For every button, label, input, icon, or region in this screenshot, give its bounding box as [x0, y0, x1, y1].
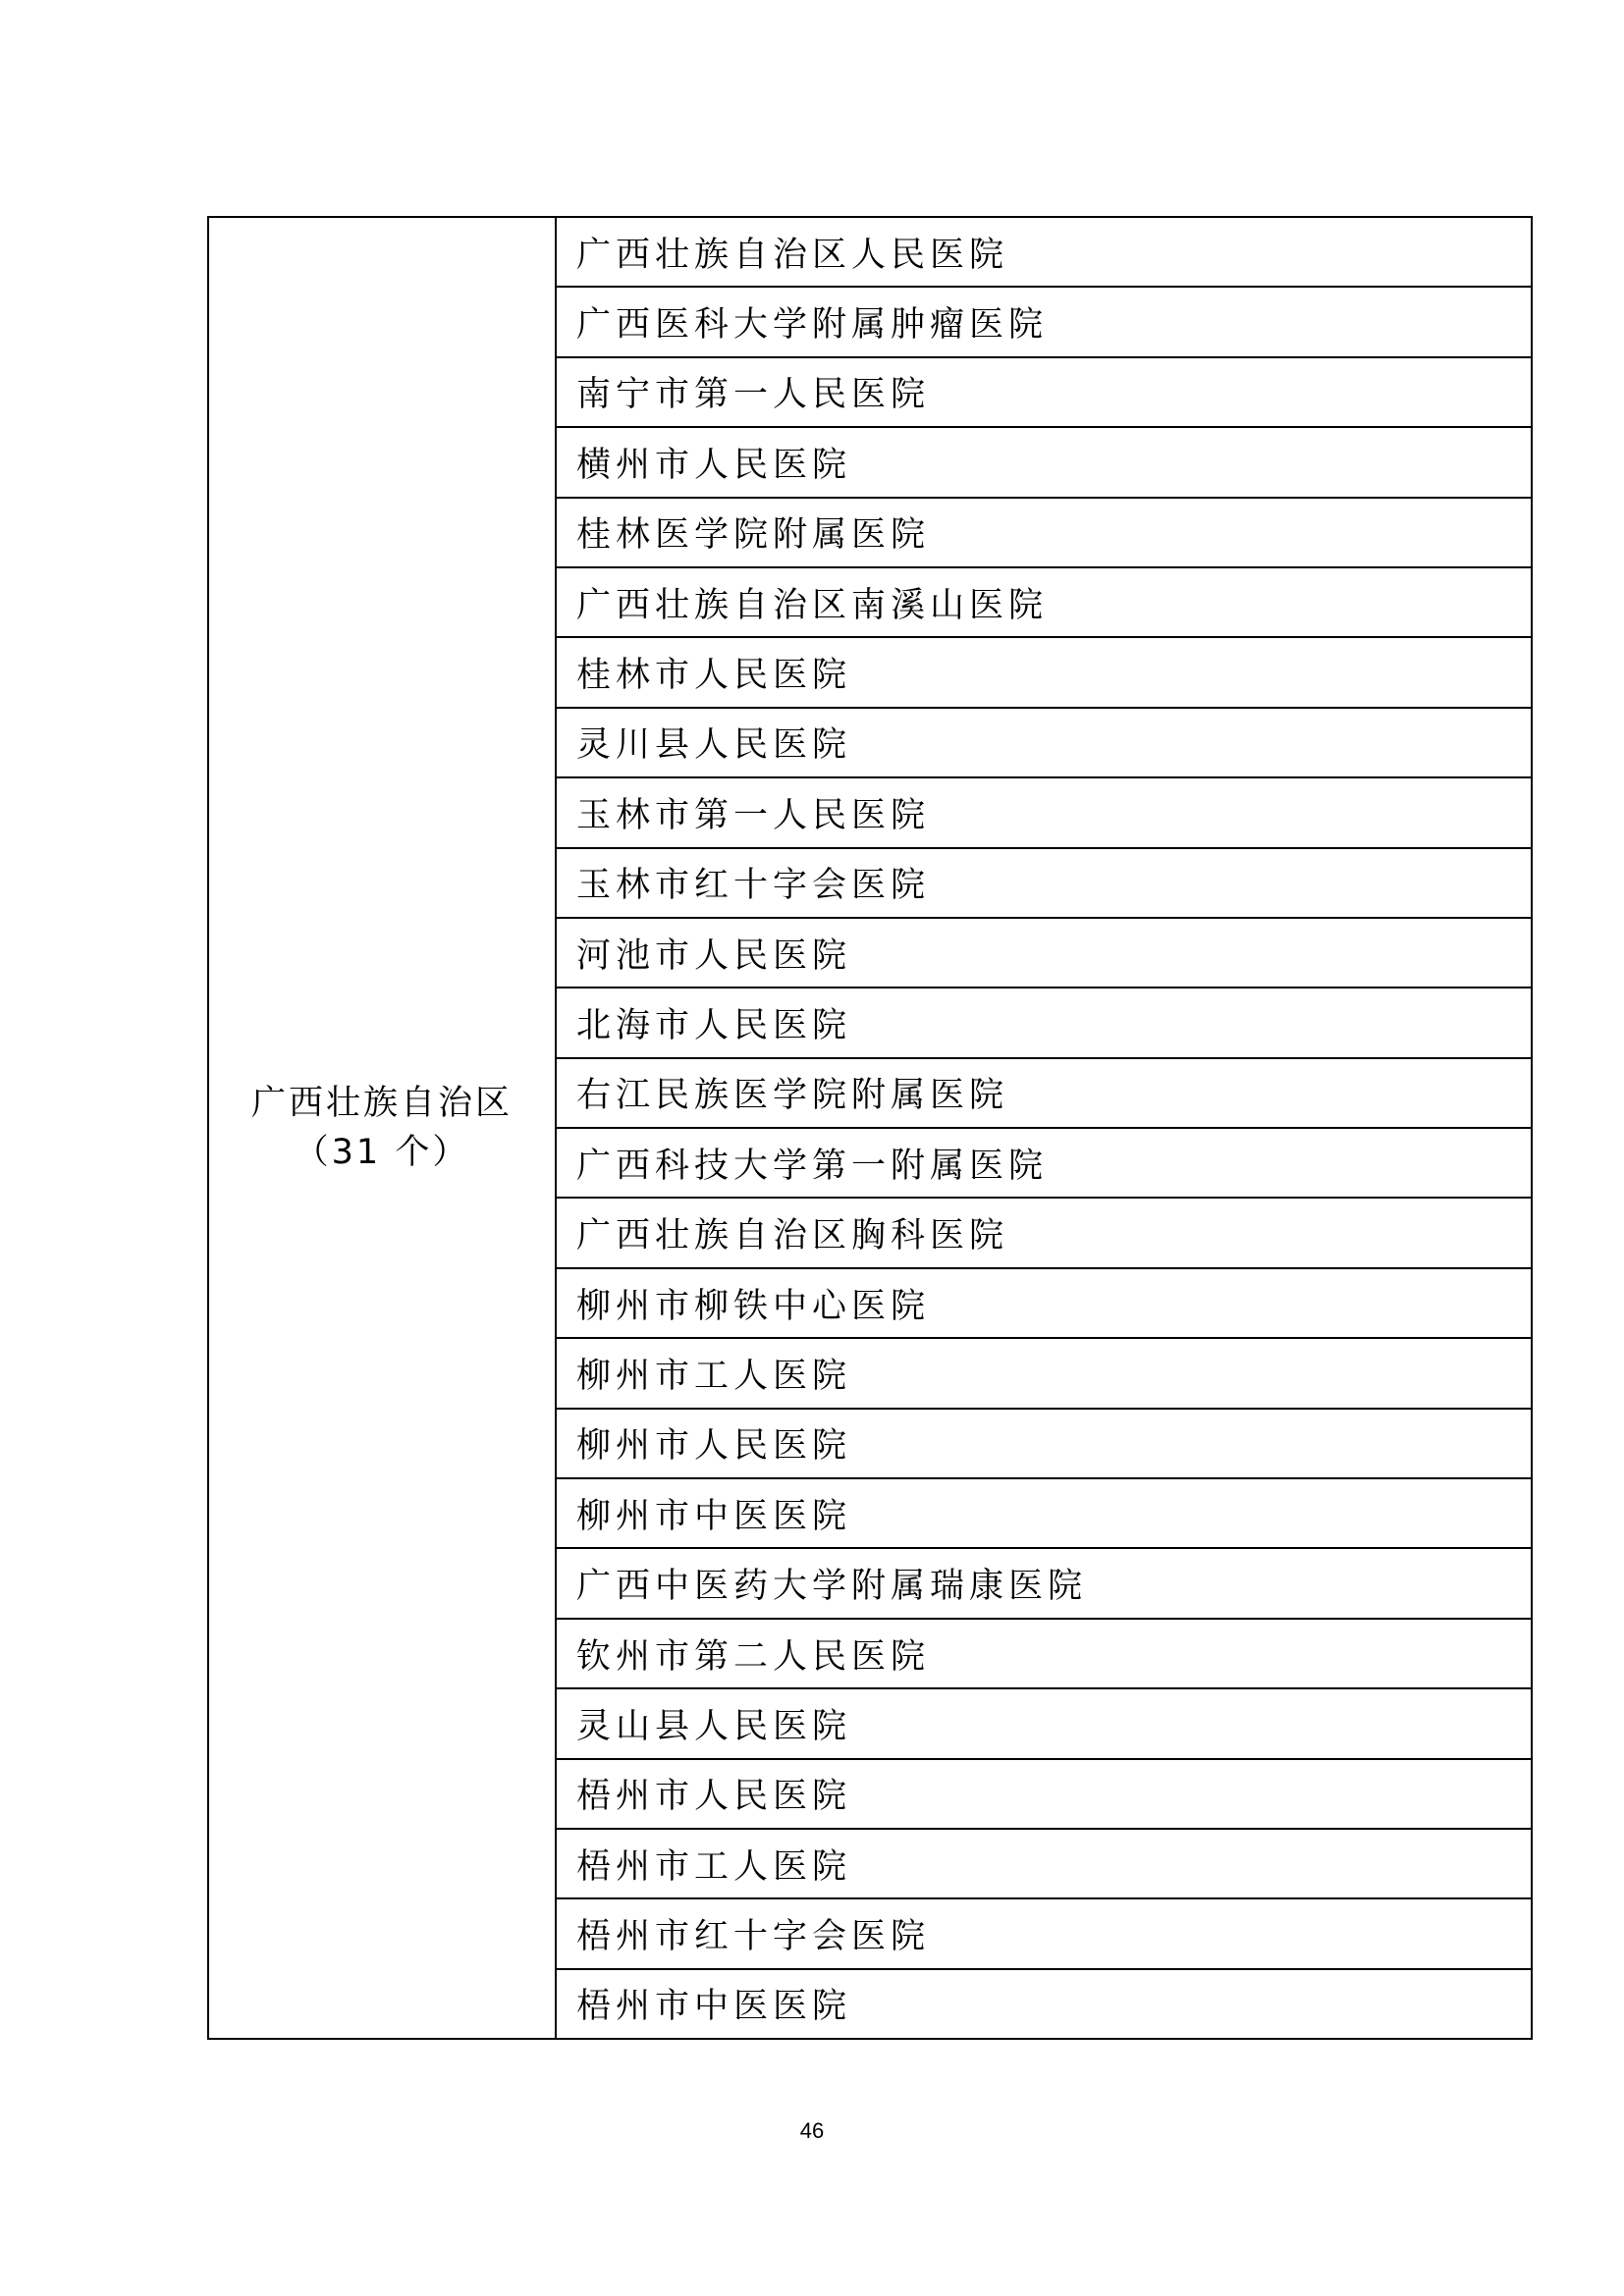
- hospital-name-cell: 玉林市红十字会医院: [556, 848, 1532, 918]
- hospital-name-cell: 柳州市人民医院: [556, 1409, 1532, 1478]
- hospital-name-cell: 广西壮族自治区南溪山医院: [556, 567, 1532, 637]
- hospital-name-cell: 柳州市工人医院: [556, 1338, 1532, 1408]
- hospital-name-cell: 广西科技大学第一附属医院: [556, 1128, 1532, 1198]
- hospital-name-cell: 北海市人民医院: [556, 988, 1532, 1057]
- hospital-name-cell: 桂林市人民医院: [556, 637, 1532, 707]
- page-number: 46: [799, 2118, 825, 2143]
- region-name: 广西壮族自治区: [250, 1084, 513, 1124]
- region-count: （31 个）: [294, 1133, 470, 1173]
- hospital-name-cell: 柳州市中医医院: [556, 1478, 1532, 1548]
- hospital-name-cell: 钦州市第二人民医院: [556, 1619, 1532, 1688]
- hospital-name-cell: 玉林市第一人民医院: [556, 777, 1532, 847]
- hospital-name-cell: 灵川县人民医院: [556, 708, 1532, 777]
- hospital-name-cell: 梧州市红十字会医院: [556, 1898, 1532, 1968]
- hospital-name-cell: 梧州市人民医院: [556, 1759, 1532, 1829]
- table-row: [208, 217, 1532, 287]
- hospital-name-cell: 广西壮族自治区胸科医院: [556, 1198, 1532, 1267]
- hospital-name-cell: 桂林医学院附属医院: [556, 498, 1532, 567]
- hospital-name-cell: 广西医科大学附属肿瘤医院: [556, 287, 1532, 356]
- hospital-name-cell: 广西中医药大学附属瑞康医院: [556, 1548, 1532, 1618]
- hospital-name-cell: 横州市人民医院: [556, 427, 1532, 497]
- hospital-name-cell: 灵山县人民医院: [556, 1688, 1532, 1758]
- hospital-name-cell: 广西壮族自治区人民医院: [556, 217, 1532, 287]
- hospital-name-cell: 右江民族医学院附属医院: [556, 1058, 1532, 1128]
- table-body: [208, 217, 1532, 2039]
- hospital-name-cell: 梧州市中医医院: [556, 1969, 1532, 2039]
- hospital-name-cell: 柳州市柳铁中心医院: [556, 1268, 1532, 1338]
- region-cell: [208, 217, 556, 2039]
- hospital-name-cell: 梧州市工人医院: [556, 1829, 1532, 1898]
- hospital-table: [207, 216, 1533, 2040]
- hospital-name-cell: 河池市人民医院: [556, 918, 1532, 988]
- hospital-name-cell: 南宁市第一人民医院: [556, 357, 1532, 427]
